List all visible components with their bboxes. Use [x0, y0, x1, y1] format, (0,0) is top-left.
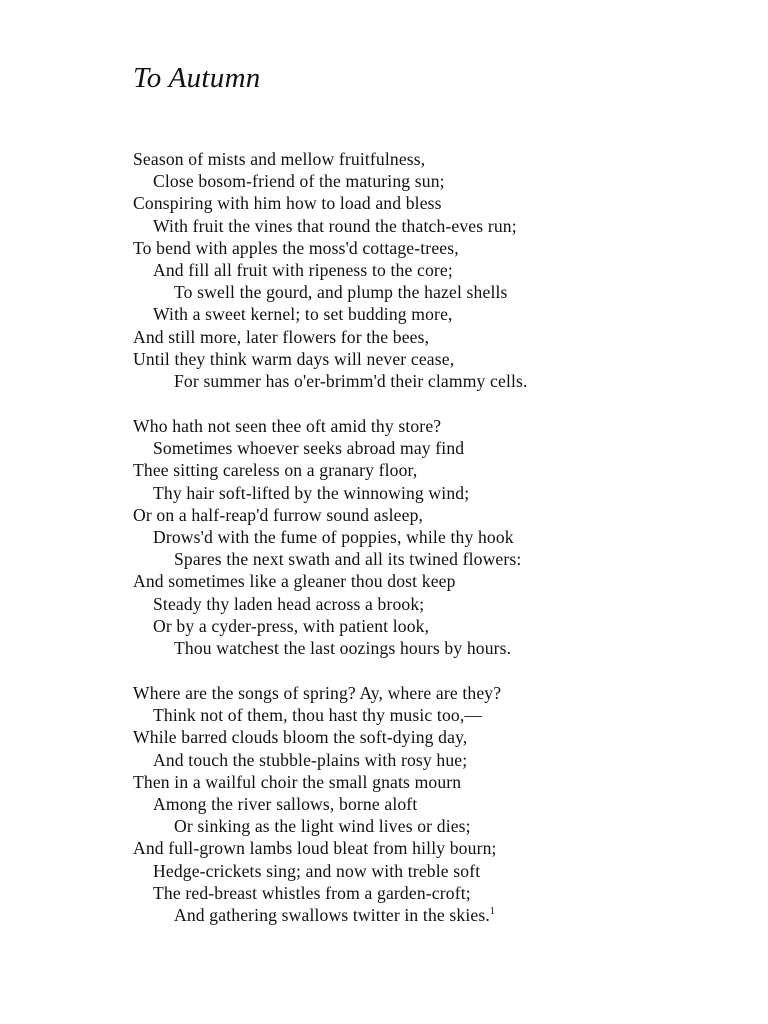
poem-line: [133, 771, 501, 793]
poem-line-text: Then in a wailful choir the small gnats mourn: [133, 771, 462, 792]
poem-line-text: Until they think warm days will never cease,: [133, 348, 455, 369]
poem-line-text: Who hath not seen thee oft amid thy store?: [133, 416, 442, 436]
poem-line: [133, 749, 501, 771]
poem-line: [133, 548, 521, 570]
footnote-marker: 1: [489, 906, 496, 918]
poem-line-text: Sometimes whoever seeks abroad may find: [153, 438, 465, 459]
poem-line: [133, 237, 528, 259]
poem-line-text: And still more, later flowers for the bees,: [133, 326, 430, 347]
poem-line: [133, 148, 528, 170]
poem-line-text: Or by a cyder-press, with patient look,: [153, 615, 430, 636]
poem-line-text: Thou watchest the last oozings hours by hours.: [174, 637, 512, 658]
poem-line: [133, 682, 501, 704]
poem-line-text: With fruit the vines that round the thatch-eves run;: [153, 215, 517, 236]
poem-line-text: Or sinking as the light wind lives or dies;: [174, 816, 471, 837]
poem-line: [133, 570, 521, 592]
poem-line-text: Thee sitting careless on a granary floor,: [133, 460, 418, 481]
poem-line: [133, 504, 521, 526]
poem-line: [133, 303, 528, 325]
poem-line-text: With a sweet kernel; to set budding more,: [153, 304, 453, 325]
poem-line: [133, 726, 501, 748]
poem-line: [133, 860, 501, 882]
poem-line: [133, 348, 528, 370]
poem-line-text: Close bosom-friend of the maturing sun;: [153, 171, 445, 192]
poem-line: [133, 815, 501, 837]
poem-line: [133, 370, 528, 392]
poem-line-text: Among the river sallows, borne aloft: [153, 793, 418, 814]
poem-line-text: To swell the gourd, and plump the hazel shells: [174, 282, 508, 303]
poem-line-text: Where are the songs of spring? Ay, where are they?: [133, 683, 502, 703]
poem-line: [133, 482, 521, 504]
stanza: [133, 682, 501, 926]
poem-line-text: And fill all fruit with ripeness to the core;: [153, 259, 453, 280]
poem-line-text: Thy hair soft-lifted by the winnowing wind;: [153, 482, 470, 503]
poem-line: [133, 281, 528, 303]
poem-line: [133, 882, 501, 904]
poem-line: [133, 793, 501, 815]
poem-line-text: And sometimes like a gleaner thou dost keep: [133, 571, 456, 592]
poem-line: [133, 459, 521, 481]
poem-line: [133, 437, 521, 459]
poem-line: [133, 170, 528, 192]
poem-line: [133, 593, 521, 615]
poem-line: [133, 326, 528, 348]
poem-title: To Autumn: [133, 62, 261, 94]
poem-line: [133, 837, 501, 859]
poem-line-text: Drows'd with the fume of poppies, while thy hook: [153, 526, 514, 547]
poem-line: [133, 637, 521, 659]
poem-line-text: For summer has o'er-brimm'd their clammy cells.: [174, 370, 528, 391]
poem-line-text: And gathering swallows twitter in the skies.: [174, 904, 490, 925]
poem-line: [133, 904, 501, 926]
poem-line-text: Or on a half-reap'd furrow sound asleep,: [133, 504, 424, 525]
poem-line-text: Think not of them, thou hast thy music too,—: [153, 705, 483, 726]
poem-line: [133, 192, 528, 214]
poem-line-text: And touch the stubble-plains with rosy hue;: [153, 749, 468, 770]
poem-line: [133, 704, 501, 726]
poem-line-text: To bend with apples the moss'd cottage-trees,: [133, 237, 459, 258]
poem-line-text: Steady thy laden head across a brook;: [153, 593, 425, 614]
poem-line: [133, 615, 521, 637]
poem-line: [133, 259, 528, 281]
poem-line-text: And full-grown lambs loud bleat from hilly bourn;: [133, 838, 497, 859]
poem-line-text: Spares the next swath and all its twined flowers:: [174, 549, 522, 570]
poem-line-text: Hedge-crickets sing; and now with treble soft: [153, 860, 481, 881]
poem-line: [133, 415, 521, 437]
poem-line-text: While barred clouds bloom the soft-dying day,: [133, 727, 468, 748]
poem-line-text: The red-breast whistles from a garden-croft;: [153, 882, 471, 903]
poem-line-text: Conspiring with him how to load and bless: [133, 193, 442, 214]
stanza: [133, 415, 521, 659]
poem-line: [133, 215, 528, 237]
stanza: [133, 148, 528, 392]
poem-line: [133, 526, 521, 548]
poem-line-text: Season of mists and mellow fruitfulness,: [133, 149, 426, 169]
